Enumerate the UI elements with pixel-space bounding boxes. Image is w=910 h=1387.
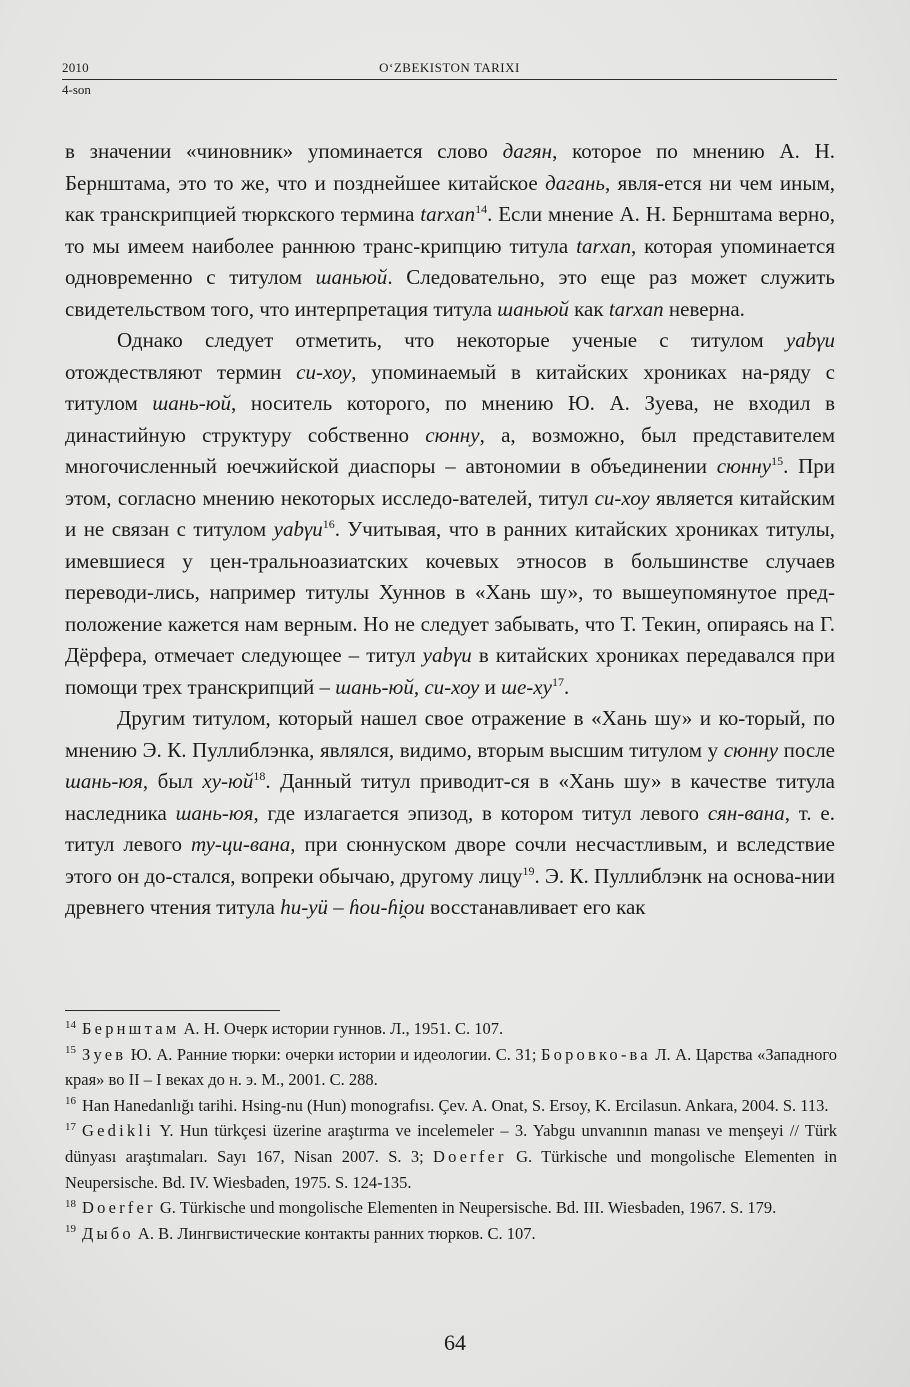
text-run: . Если мнение А. Н. Бернштама верно, то мы имеем наиболее раннюю транс-крипцию титула bbox=[65, 202, 835, 258]
text-run: является китайским и не связан с титулом bbox=[65, 485, 835, 541]
italic-term: шань-юй, си-хоу bbox=[335, 674, 480, 699]
italic-term: шань-юя bbox=[175, 800, 254, 825]
footnote-19 bbox=[65, 1221, 837, 1247]
text-run: , которое по мнению А. Н. Бернштама, это то же, что и позднейшее китайское bbox=[65, 139, 835, 195]
footnote-text: G. Türkische und mongolische Elementen in Neupersische. Bd. III. Wiesbaden, 1967. S. 179. bbox=[155, 1198, 777, 1218]
footnote-14 bbox=[65, 1016, 837, 1042]
footnote-18 bbox=[65, 1195, 837, 1221]
footnote-number: 19 bbox=[65, 1223, 76, 1236]
paragraph-1 bbox=[65, 136, 835, 325]
footnote-author: Бернштам bbox=[82, 1019, 180, 1038]
italic-term: дагань bbox=[545, 170, 605, 195]
italic-term: ху-юй bbox=[202, 769, 254, 793]
text-run: и bbox=[479, 674, 502, 699]
italic-term: шань-юя bbox=[65, 769, 143, 793]
footnote-text: А. Н. Очерк истории гуннов. Л., 1951. С. 107. bbox=[179, 1019, 504, 1038]
running-head bbox=[62, 58, 837, 80]
italic-term: шаньюй bbox=[315, 265, 388, 289]
italic-term: tarxan bbox=[608, 296, 664, 321]
italic-term: hu-yü – ɦou-ɦi̯ou bbox=[280, 895, 425, 919]
footnote-ref: 16 bbox=[322, 517, 335, 531]
italic-term: сюнну bbox=[716, 454, 772, 478]
text-run: Другим титулом, который нашел свое отражение в «Хань шу» и ко-торый, по мнению Э. К. Пуллиблэнка, являлся, видимо, вторым высшим титулом у bbox=[65, 706, 835, 762]
footnote-number: 18 bbox=[65, 1197, 76, 1210]
footnote-number: 15 bbox=[65, 1044, 76, 1057]
text-run: . Данный титул приводит-ся в «Хань шу» в качестве титула наследника bbox=[65, 769, 835, 825]
italic-term: tarxan bbox=[576, 233, 631, 258]
italic-term: tarxan bbox=[420, 202, 476, 226]
italic-term: дагян bbox=[502, 139, 553, 163]
text-run: , которая упоминается одновременно с титулом bbox=[65, 233, 835, 289]
text-run: отождествляют термин bbox=[65, 359, 297, 384]
italic-term: си-хоу bbox=[296, 359, 352, 384]
header-journal-title: O‘ZBEKISTON TARIXI bbox=[379, 60, 520, 75]
footnote-text: А. В. Лингвистические контакты ранних тюрков. С. 107. bbox=[133, 1223, 536, 1243]
text-run: как bbox=[568, 296, 609, 321]
italic-term: сюнну bbox=[723, 737, 779, 762]
text-run: , где излагается эпизод, в котором титул левого bbox=[253, 800, 708, 825]
footnote-author: Боровко-ва bbox=[540, 1044, 651, 1064]
footnote-text: Л. А. Царства «Западного края» во II – I веках до н. э. М., 2001. С. 288. bbox=[65, 1044, 837, 1090]
footnote-author: Дыбо bbox=[82, 1223, 134, 1243]
header-issue: 4-son bbox=[62, 82, 91, 97]
paragraph-2 bbox=[65, 325, 835, 703]
text-run: в значении «чиновник» упоминается слово bbox=[65, 139, 503, 163]
text-run: , а, возможно, был представителем многочисленный юечжийской диаспоры – автономии в объединении bbox=[65, 422, 835, 478]
text-run: . При этом, согласно мнению некоторых исследо-вателей, титул bbox=[65, 454, 836, 510]
italic-term: yabγu bbox=[785, 328, 835, 352]
text-run: , т. е. титул левого bbox=[65, 800, 835, 856]
text-run: Однако следует отметить, что некоторые ученые с титулом bbox=[117, 328, 786, 352]
italic-term: шань-юй bbox=[152, 391, 232, 415]
footnote-author: Doerfer bbox=[82, 1198, 156, 1218]
footnote-number: 14 bbox=[65, 1018, 76, 1031]
footnote-text: Y. Hun türkçesi üzerine araştırma ve incelemeler – 3. Yabgu unvanının manası ve menşeyi // Türk dünyası araştımaları. Sayı 167, Nisan 2007. S. 3; bbox=[65, 1121, 837, 1166]
text-run: , явля-ется ни чем иным, как транскрипцией тюркского термина bbox=[65, 170, 835, 226]
header-year: 2010 bbox=[62, 60, 89, 75]
italic-term: сюнну bbox=[425, 422, 480, 447]
footnote-16 bbox=[65, 1093, 837, 1119]
footnote-text: G. Türkische und mongolische Elementen in Neupersische. Bd. IV. Wiesbaden, 1975. S. 124-135. bbox=[65, 1146, 837, 1192]
footnote-author: Зуев bbox=[82, 1044, 127, 1064]
text-run: , был bbox=[142, 769, 203, 793]
footnote-number: 16 bbox=[65, 1095, 76, 1108]
article-body bbox=[65, 136, 835, 924]
italic-term: сян-вана bbox=[707, 800, 785, 825]
text-run: . Учитывая, что в ранних китайских хрониках титулы, имевшиеся у цен-тральноазиатских кочевых этносов в большинстве случаев переводи-лись, например титулы Хуннов в «Хань шу», то вышеупомянутое пред-положение кажется нам верным. Но не следует забывать, что Т. Текин, опираясь на Г. Дёрфера, отмечает следующее – титул bbox=[65, 517, 835, 667]
italic-term: ту-ци-вана bbox=[190, 832, 291, 856]
text-run: . Э. К. Пуллиблэнк на основа-нии древнего чтения титула bbox=[65, 863, 835, 919]
footnote-ref: 17 bbox=[551, 674, 564, 689]
header-rule bbox=[62, 79, 837, 80]
text-run: в китайских хрониках передавался при помощи трех транскрипций – bbox=[65, 643, 835, 699]
footnote-text: Han Hanedanlığı tarihi. Hsing-nu (Hun) monografısı. Çev. A. Onat, S. Ersoy, K. Ercilasun. Ankara, 2004. S. 113. bbox=[82, 1095, 829, 1115]
text-run: восстанавливает его как bbox=[424, 895, 646, 919]
footnotes bbox=[65, 1016, 837, 1246]
text-run: , носитель которого, по мнению Ю. А. Зуева, не входил в династийную структуру собственно bbox=[65, 391, 835, 447]
footnote-rule bbox=[65, 1010, 280, 1011]
text-run: неверна. bbox=[663, 296, 745, 321]
text-run: после bbox=[778, 737, 835, 762]
footnote-ref: 18 bbox=[253, 769, 266, 783]
footnote-number: 17 bbox=[65, 1120, 76, 1133]
paragraph-3 bbox=[65, 703, 835, 924]
text-run: , при сюннуском дворе сочли несчастливым, и вследствие этого он до-стался, вопреки обычаю, другому лицу bbox=[65, 832, 836, 888]
italic-term: yabγu bbox=[273, 517, 323, 541]
footnote-author: Gedikli bbox=[82, 1121, 154, 1141]
footnote-17 bbox=[65, 1118, 837, 1195]
footnote-ref: 15 bbox=[771, 454, 784, 468]
italic-term: yabγu bbox=[422, 643, 472, 667]
footnote-15 bbox=[65, 1042, 837, 1093]
italic-term: шаньюй bbox=[497, 296, 569, 321]
footnote-text: Ю. А. Ранние тюрки: очерки истории и идеологии. С. 31; bbox=[126, 1044, 541, 1064]
italic-term: ше-ху bbox=[501, 674, 552, 699]
text-run: . Следовательно, это еще раз может служить свидетельством того, что интерпретация титула bbox=[65, 265, 835, 321]
text-run: . bbox=[563, 674, 570, 699]
page-number: 64 bbox=[444, 1330, 466, 1355]
italic-term: си-хоу bbox=[594, 485, 650, 510]
footnote-ref: 19 bbox=[522, 863, 535, 878]
text-run: , упоминаемый в китайских хрониках на-ряду с титулом bbox=[65, 359, 835, 415]
footnote-author: Doerfer bbox=[433, 1146, 507, 1166]
footnote-ref: 14 bbox=[475, 202, 488, 216]
